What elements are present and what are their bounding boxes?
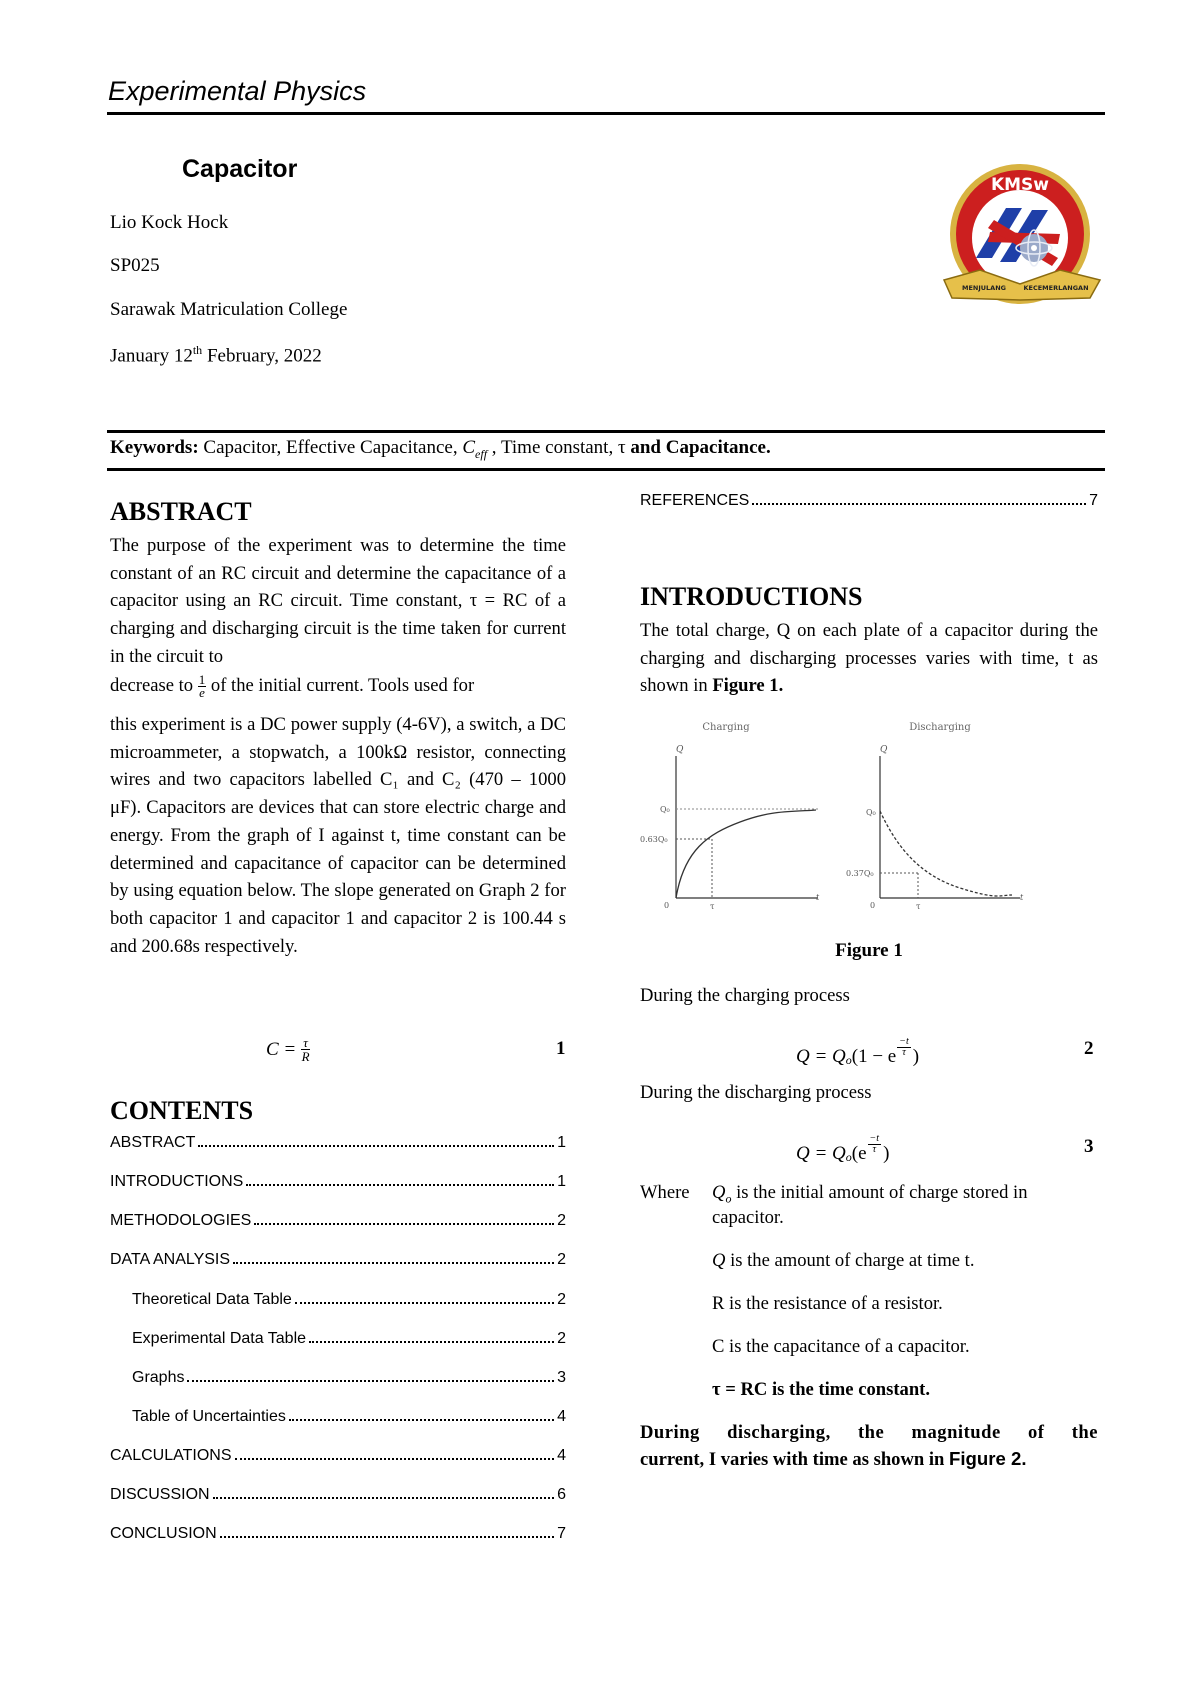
institution: Sarawak Matriculation College [110,299,348,320]
definition-q0: $Q_o$ is the initial amount of charge stored in [712,1182,1028,1206]
discharging-origin-label: 0 [870,901,876,910]
abstract-fraction-line: decrease to $\frac{1}{e}$ of the initial current. Tools used for [110,672,475,701]
introductions-paragraph: The total charge, Q on each plate of a capacitor during the charging and discharging processes varies with time, t as shown in Figure 1. [640,620,1098,697]
discharging-current-line-2: current, I varies with time as shown in Figure 2. [640,1448,1027,1470]
charging-origin-label: 0 [664,901,670,910]
date: January 12th February, 2022 [110,343,322,367]
running-header: Experimental Physics [108,76,367,106]
college-logo [940,162,1104,312]
toc-entry-methodologies[interactable]: METHODOLOGIES 2 [110,1212,566,1229]
figure-1 [640,718,1030,918]
toc-entry-discussion[interactable]: DISCUSSION 6 [110,1486,566,1503]
toc-entry-calculations[interactable]: CALCULATIONS 4 [110,1447,566,1464]
definition-tau: τ = RC is the time constant. [712,1379,930,1400]
contents-heading: CONTENTS [110,1096,254,1125]
toc-entry-conclusion[interactable]: CONCLUSION 7 [110,1525,566,1542]
definition-q: Q is the amount of charge at time t. [712,1250,975,1271]
toc-entry-experimental-data-table[interactable]: Experimental Data Table 2 [132,1330,566,1347]
equation-2-number: 2 [1084,1038,1094,1059]
charging-title: Charging [702,722,750,733]
toc-entry-references[interactable]: REFERENCES 7 [640,492,1098,509]
figure-1-caption: Figure 1 [835,940,903,961]
charging-y-label: Q [676,745,684,755]
discharging-current-line-1: During discharging, the magnitude of the [640,1422,1098,1443]
keywords-line: Keywords: Capacitor, Effective Capacitance, $C_{eff}$ , Time constant, τ and Capacitance. [110,437,771,461]
abstract-paragraph-2: this experiment is a DC power supply (4-6V), a switch, a DC microammeter, a stopwatch, a 100kΩ resistor, connecting wires and two capacitors labelled C₁ and C₂ (470 – 1000 μF). Capacitors are devices that can store electric charge and energy. From the graph of I against t, time constant can be determined and capacitance of capacitor can be determined by using equation below. The slope generated on Graph 2 for both capacitor 1 and capacitor 1 and capacitor 2 is 100.44 s and 200.68s respectively. [110,714,566,957]
toc-entry-data-analysis[interactable]: DATA ANALYSIS 2 [110,1251,566,1268]
discharging-tau-label: τ [916,902,921,911]
toc-entry-introductions[interactable]: INTRODUCTIONS 1 [110,1173,566,1190]
discharging-t-label: t [1020,893,1024,902]
where-label: Where [640,1182,690,1203]
course-code: SP025 [110,255,160,276]
header-rule [107,112,1105,115]
discharging-title: Discharging [909,722,971,733]
charging-tau-label: τ [710,902,715,911]
svg-text:KECEMERLANGAN: KECEMERLANGAN [1023,284,1089,292]
equation-2: Q = Q o (1 − e −t τ ) [796,1036,920,1067]
charging-process-label: During the charging process [640,985,850,1006]
abstract-paragraph-1: The purpose of the experiment was to determine the time constant of an RC circuit and determine the capacitance of a capacitor using an RC circuit. Time constant, τ = RC of a charging and discharging circuit is the time taken for current in the circuit to [110,535,566,667]
equation-3: Q = Q o (e −t τ ) [796,1133,890,1164]
discharging-process-label: During the discharging process [640,1082,872,1103]
equation-3-number: 3 [1084,1136,1094,1157]
keywords-bottom-rule [107,468,1105,471]
charging-q0-label: Q₀ [660,805,670,814]
introductions-heading: INTRODUCTIONS [640,582,863,611]
svg-text:MENJULANG: MENJULANG [962,284,1006,292]
document-title: Capacitor [182,155,298,183]
toc-entry-graphs[interactable]: Graphs 3 [132,1369,566,1386]
charging-level-label: 0.63Q₀ [640,835,668,844]
charging-t-label: t [816,893,820,902]
toc-entry-table-of-uncertainties[interactable]: Table of Uncertainties 4 [132,1408,566,1425]
definition-r: R is the resistance of a resistor. [712,1293,943,1314]
author: Lio Kock Hock [110,212,229,233]
keywords-top-rule [107,430,1105,433]
discharging-level-label: 0.37Q₀ [846,869,874,878]
discharging-y-label: Q [880,745,888,755]
toc-entry-abstract[interactable]: ABSTRACT 1 [110,1134,566,1151]
toc-entry-theoretical-data-table[interactable]: Theoretical Data Table 2 [132,1291,566,1308]
equation-1: C = $\frac{\tau}{R}$ [266,1035,310,1064]
discharging-q0-label: Q₀ [866,808,876,817]
definition-c: C is the capacitance of a capacitor. [712,1336,970,1357]
svg-text:KMSw: KMSw [990,175,1050,195]
equation-1-number: 1 [556,1038,566,1059]
definition-q0-cont: capacitor. [712,1207,784,1228]
abstract-heading: ABSTRACT [110,497,252,526]
